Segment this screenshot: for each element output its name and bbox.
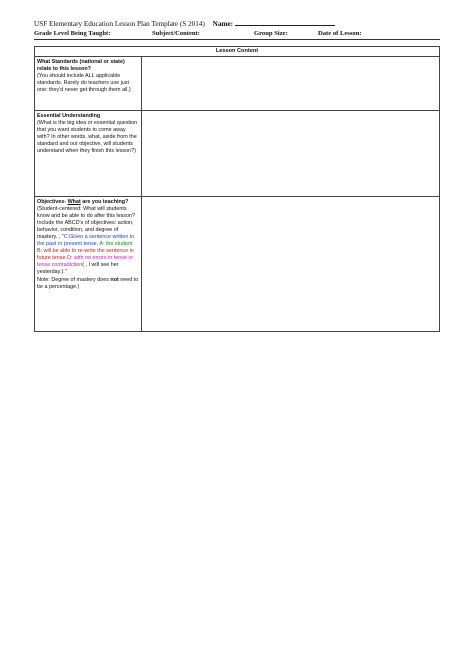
header-info-line <box>34 29 440 40</box>
lesson-content-table <box>34 46 440 332</box>
header-title-line <box>34 19 335 29</box>
understanding-answer-cell[interactable] <box>142 111 439 196</box>
objectives-title: Objectives- What are you teaching? <box>37 198 129 205</box>
name-field[interactable] <box>235 19 335 26</box>
standards-prompt <box>35 57 142 110</box>
degree-text: D: with no errors in tense or tense contradiction <box>37 255 134 269</box>
date-label: Date of Lesson: <box>318 30 362 37</box>
standards-row <box>35 57 439 111</box>
name-label: Name: <box>212 20 233 28</box>
subject-label: Subject/Content: <box>152 30 200 37</box>
understanding-row <box>35 111 439 197</box>
understanding-title: Essential Understanding <box>37 112 101 119</box>
objectives-body: (Student-centered: What will students know and be able to do after this lesson? Include the ABCD's of objectives: action, behavior, condition, and degree of mastery. , "C:Given a sentence written in the past or present tense, A: the student B: will be able to re-write the sentence in future tense D: with no errors in tense or tense contradiction( , I will see her yesterday.)." <box>37 205 135 276</box>
template-title: USF Elementary Education Lesson Plan Template (S 2014) <box>34 20 205 28</box>
audience-text: A: the student <box>98 241 133 248</box>
objectives-note: Note: Degree of mastery does not need to be a percentage.) <box>37 276 139 290</box>
objectives-answer-cell[interactable] <box>142 197 439 331</box>
objectives-row <box>35 197 439 331</box>
standards-answer-cell[interactable] <box>142 57 439 110</box>
standards-body: (You should include ALL applicable standards. Rarely do teachers use just one: they'd never get through them all.) <box>37 72 131 93</box>
standards-title: What Standards (national or state) relate to this lesson? <box>37 58 125 72</box>
understanding-prompt <box>35 111 142 196</box>
table-heading: Lesson Content <box>35 47 439 57</box>
behavior-text: B: will be able to re-write the sentence in future tense <box>37 248 134 262</box>
understanding-body: (What is the big idea or essential question that you want students to come away with? In other words, what, aside from the standard and our objective, will students understand when they finish this lesson?) <box>37 119 138 154</box>
grade-level-label: Grade Level Being Taught: <box>34 30 111 37</box>
objectives-prompt <box>35 197 142 331</box>
group-size-label: Group Size: <box>254 30 288 37</box>
condition-text: C:Given a sentence written in the past or present tense, <box>37 233 135 248</box>
